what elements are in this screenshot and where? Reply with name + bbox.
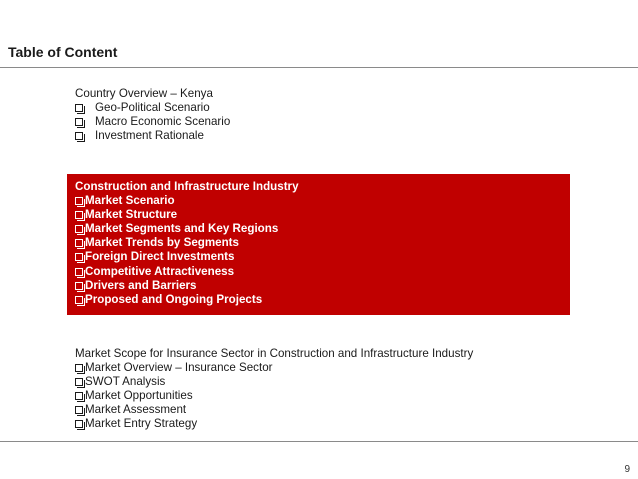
list-item: Proposed and Ongoing Projects (75, 293, 570, 307)
checkbox-bullet-icon (75, 225, 83, 233)
list-item: Foreign Direct Investments (75, 250, 570, 264)
checkbox-bullet-icon (75, 239, 83, 247)
checkbox-bullet-icon (75, 364, 83, 372)
checkbox-bullet-icon (75, 282, 83, 290)
list-item: Market Overview – Insurance Sector (75, 361, 473, 375)
list-item: Geo-Political Scenario (75, 101, 230, 115)
list-item: SWOT Analysis (75, 375, 473, 389)
checkbox-bullet-icon (75, 118, 83, 126)
top-divider (0, 67, 638, 68)
section-heading: Market Scope for Insurance Sector in Construction and Infrastructure Industry (75, 347, 474, 360)
checkbox-bullet-icon (75, 378, 83, 386)
section-heading: Country Overview – Kenya (75, 87, 213, 100)
checkbox-bullet-icon (75, 104, 83, 112)
checkbox-bullet-icon (75, 253, 83, 261)
bottom-divider (0, 441, 638, 442)
page-title: Table of Content (8, 44, 118, 60)
list-item: Market Assessment (75, 403, 473, 417)
list-item: Competitive Attractiveness (75, 265, 570, 279)
section-country-overview (75, 87, 230, 143)
section-construction-highlighted (67, 174, 570, 315)
section-insurance-scope (75, 347, 473, 432)
checkbox-bullet-icon (75, 420, 83, 428)
page-number: 9 (624, 464, 630, 475)
section-heading: Construction and Infrastructure Industry (75, 180, 299, 193)
checkbox-bullet-icon (75, 406, 83, 414)
list-item: Market Opportunities (75, 389, 473, 403)
list-item: Macro Economic Scenario (75, 115, 230, 129)
list-item: Market Trends by Segments (75, 236, 570, 250)
checkbox-bullet-icon (75, 296, 83, 304)
list-item: Market Entry Strategy (75, 417, 473, 431)
checkbox-bullet-icon (75, 268, 83, 276)
list-item: Market Structure (75, 208, 570, 222)
list-item: Investment Rationale (75, 129, 230, 143)
checkbox-bullet-icon (75, 132, 83, 140)
list-item: Drivers and Barriers (75, 279, 570, 293)
checkbox-bullet-icon (75, 211, 83, 219)
checkbox-bullet-icon (75, 392, 83, 400)
checkbox-bullet-icon (75, 197, 83, 205)
list-item: Market Segments and Key Regions (75, 222, 570, 236)
list-item: Market Scenario (75, 194, 570, 208)
